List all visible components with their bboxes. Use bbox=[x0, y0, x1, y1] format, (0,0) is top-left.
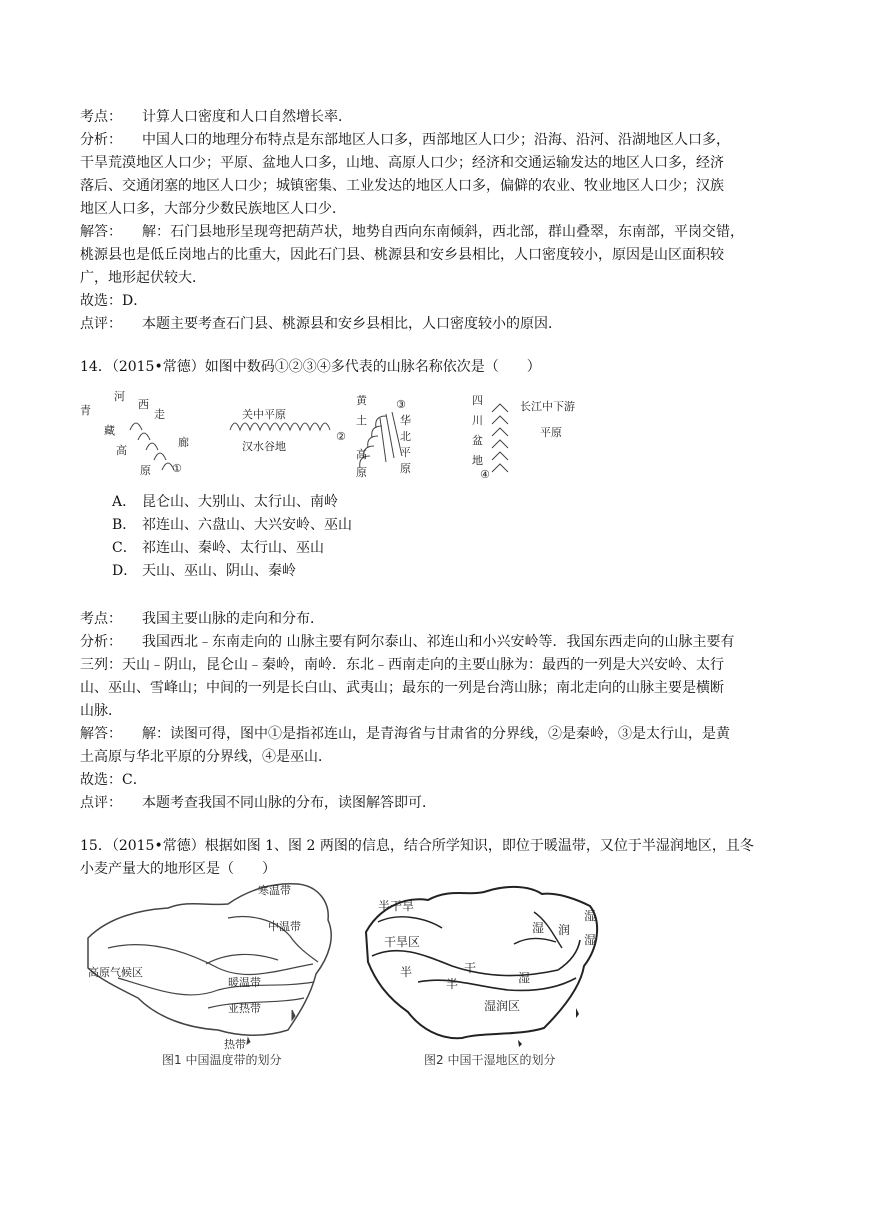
fenxi-row bbox=[80, 130, 730, 150]
jieda-line: 土高原与华北平原的分界线，④是巫山． bbox=[80, 749, 332, 765]
question-15-stem: 小麦产量大的地形区是（ ） bbox=[80, 861, 276, 877]
fenxi-line: 中国人口的地理分布特点是东部地区人口多，西部地区人口少；沿海、沿河、沿湖地区人口多， bbox=[142, 132, 730, 148]
option-letter: B． bbox=[112, 517, 137, 533]
moisture-zone-map bbox=[358, 882, 608, 1050]
fig2-label: 关中平原 bbox=[242, 408, 286, 421]
fenxi-line: 山、巫山、雪峰山；中间的一列是长白山、武夷山；最东的一列是台湾山脉；南北走向的山脉主要是横断 bbox=[80, 680, 724, 696]
fig1-number: ① bbox=[172, 462, 182, 475]
jieda-label: 解答： bbox=[80, 224, 122, 240]
option-text: 祁连山、秦岭、太行山、巫山 bbox=[142, 540, 324, 556]
kaodian-text: 我国主要山脉的走向和分布． bbox=[142, 611, 324, 627]
fenxi-line: 地区人口多，大部分少数民族地区人口少． bbox=[80, 201, 346, 217]
kaodian-row bbox=[80, 609, 324, 629]
map2-label: 半干旱 bbox=[378, 899, 415, 913]
fenxi-line: 三列：天山﹣阴山，昆仑山﹣秦岭，南岭．东北﹣西南走向的主要山脉为：最西的一列是大兴安岭、太行 bbox=[80, 657, 724, 673]
fig4-number: ④ bbox=[480, 468, 490, 480]
map2-label: 湿 bbox=[584, 909, 597, 923]
fig1-label: 高 bbox=[116, 444, 127, 457]
option-c bbox=[112, 538, 324, 558]
option-text: 昆仑山、大别山、太行山、南岭 bbox=[142, 494, 338, 510]
map1-label: 暖温带 bbox=[228, 976, 261, 989]
jieda-line: 广，地形起伏较大． bbox=[80, 270, 206, 286]
fig1-label: 走 bbox=[154, 408, 165, 421]
map2-label: 润 bbox=[558, 923, 571, 937]
fenxi-label: 分析： bbox=[80, 634, 122, 650]
fig4-label: 四 bbox=[472, 394, 483, 407]
mountain-figures bbox=[80, 388, 600, 480]
jieda-label: 解答： bbox=[80, 726, 122, 742]
fig3-label: 黄 bbox=[356, 394, 367, 407]
fenxi-line: 我国西北﹣东南走向的 山脉主要有阿尔泰山、祁连山和小兴安岭等．我国东西走向的山脉主要有 bbox=[142, 634, 735, 650]
map1-caption: 图1 中国温度带的划分 bbox=[162, 1053, 282, 1067]
fig3-label: 原 bbox=[356, 466, 367, 479]
question-14-stem: 14．（2015•常德）如图中数码①②③④多代表的山脉名称依次是（ ） bbox=[80, 359, 541, 375]
fig3-label: 北 bbox=[400, 430, 411, 443]
fig3-number: ③ bbox=[396, 398, 406, 411]
option-letter: D． bbox=[112, 563, 138, 579]
dianping-text: 本题主要考查石门县、桃源县和安乡县相比，人口密度较小的原因． bbox=[142, 316, 562, 332]
map1-label: 亚热带 bbox=[228, 1002, 261, 1015]
jieda-row bbox=[80, 724, 730, 744]
fig3-label: 原 bbox=[400, 462, 411, 475]
option-text: 祁连山、六盘山、大兴安岭、巫山 bbox=[142, 517, 352, 533]
fig1-label: 西 bbox=[138, 398, 149, 411]
map2-label: 半 bbox=[446, 977, 459, 991]
map1-caption-box bbox=[78, 1050, 343, 1080]
fig1-label: 河 bbox=[114, 390, 125, 403]
answer-line: 故选：D． bbox=[80, 293, 148, 309]
answer-line: 故选：C． bbox=[80, 772, 147, 788]
temperature-zone-map bbox=[78, 878, 343, 1050]
dianping-row bbox=[80, 314, 562, 334]
fig4-label: 川 bbox=[472, 414, 483, 427]
map2-caption: 图2 中国干湿地区的划分 bbox=[424, 1053, 556, 1067]
kaodian-label: 考点： bbox=[80, 109, 122, 125]
map2-label: 湿润区 bbox=[484, 999, 521, 1013]
map2-label: 干旱区 bbox=[384, 935, 421, 949]
dianping-row bbox=[80, 793, 436, 813]
map2-label: 干 bbox=[464, 961, 477, 975]
fig4-label: 长江中下游 bbox=[520, 400, 575, 413]
map2-label: 湿 bbox=[584, 933, 597, 947]
jieda-row bbox=[80, 222, 744, 242]
fig3-label: 高 bbox=[356, 448, 367, 461]
question-15-stem: 15．（2015•常德）根据如图 1、图 2 两图的信息，结合所学知识，即位于暖温带，又位于半湿润地区，且冬 bbox=[80, 838, 754, 854]
jieda-line: 桃源县也是低丘岗地占的比重大，因此石门县、桃源县和安乡县相比，人口密度较小，原因是山区面积较 bbox=[80, 247, 724, 263]
kaodian-row bbox=[80, 107, 352, 127]
fig3-label: 平 bbox=[400, 446, 411, 459]
dianping-text: 本题考查我国不同山脉的分布，读图解答即可． bbox=[142, 795, 436, 811]
jieda-line: 解：读图可得，图中①是指祁连山，是青海省与甘肃省的分界线，②是秦岭，③是太行山，是黄 bbox=[142, 726, 730, 742]
kaodian-label: 考点： bbox=[80, 611, 122, 627]
option-b bbox=[112, 515, 352, 535]
dianping-label: 点评： bbox=[80, 795, 122, 811]
fenxi-label: 分析： bbox=[80, 132, 122, 148]
option-letter: A． bbox=[112, 494, 137, 510]
fig3-label: 土 bbox=[356, 414, 367, 427]
option-text: 天山、巫山、阴山、秦岭 bbox=[142, 563, 296, 579]
fig1-label: 藏 bbox=[104, 424, 115, 437]
map1-label: 高原气候区 bbox=[88, 966, 143, 979]
map2-caption-box bbox=[358, 1050, 608, 1080]
fig2-label: 汉水谷地 bbox=[242, 440, 286, 453]
map1-label: 中温带 bbox=[268, 920, 301, 933]
option-d bbox=[112, 561, 296, 581]
jieda-line: 解：石门县地形呈现弯把葫芦状，地势自西向东南倾斜，西北部，群山叠翠，东南部，平岗交错， bbox=[142, 224, 744, 240]
dianping-label: 点评： bbox=[80, 316, 122, 332]
fig2-number: ② bbox=[336, 430, 346, 443]
map2-label: 湿 bbox=[532, 921, 545, 935]
map2-label: 半 bbox=[400, 965, 413, 979]
option-a bbox=[112, 492, 338, 512]
map2-label: 湿 bbox=[518, 971, 531, 985]
fig1-label: 廊 bbox=[178, 436, 189, 449]
fig1-label: 原 bbox=[140, 464, 151, 477]
fenxi-line: 落后、交通闭塞的地区人口少；城镇密集、工业发达的地区人口多，偏僻的农业、牧业地区人口少；汉族 bbox=[80, 178, 724, 194]
fig1-label: 青 bbox=[80, 404, 91, 417]
fig3-label: 华 bbox=[400, 414, 411, 427]
map1-label: 寒温带 bbox=[258, 884, 291, 897]
map1-label: 热带 bbox=[224, 1038, 246, 1050]
kaodian-text: 计算人口密度和人口自然增长率． bbox=[142, 109, 352, 125]
fig4-label: 平原 bbox=[540, 426, 562, 439]
option-letter: C． bbox=[112, 540, 137, 556]
fenxi-line: 山脉． bbox=[80, 703, 122, 719]
fenxi-row bbox=[80, 632, 734, 652]
fenxi-line: 干旱荒漠地区人口少；平原、盆地人口多，山地、高原人口少；经济和交通运输发达的地区人口多，经济 bbox=[80, 155, 724, 171]
fig4-label: 盆 bbox=[472, 434, 483, 447]
fig4-label: 地 bbox=[472, 454, 483, 467]
